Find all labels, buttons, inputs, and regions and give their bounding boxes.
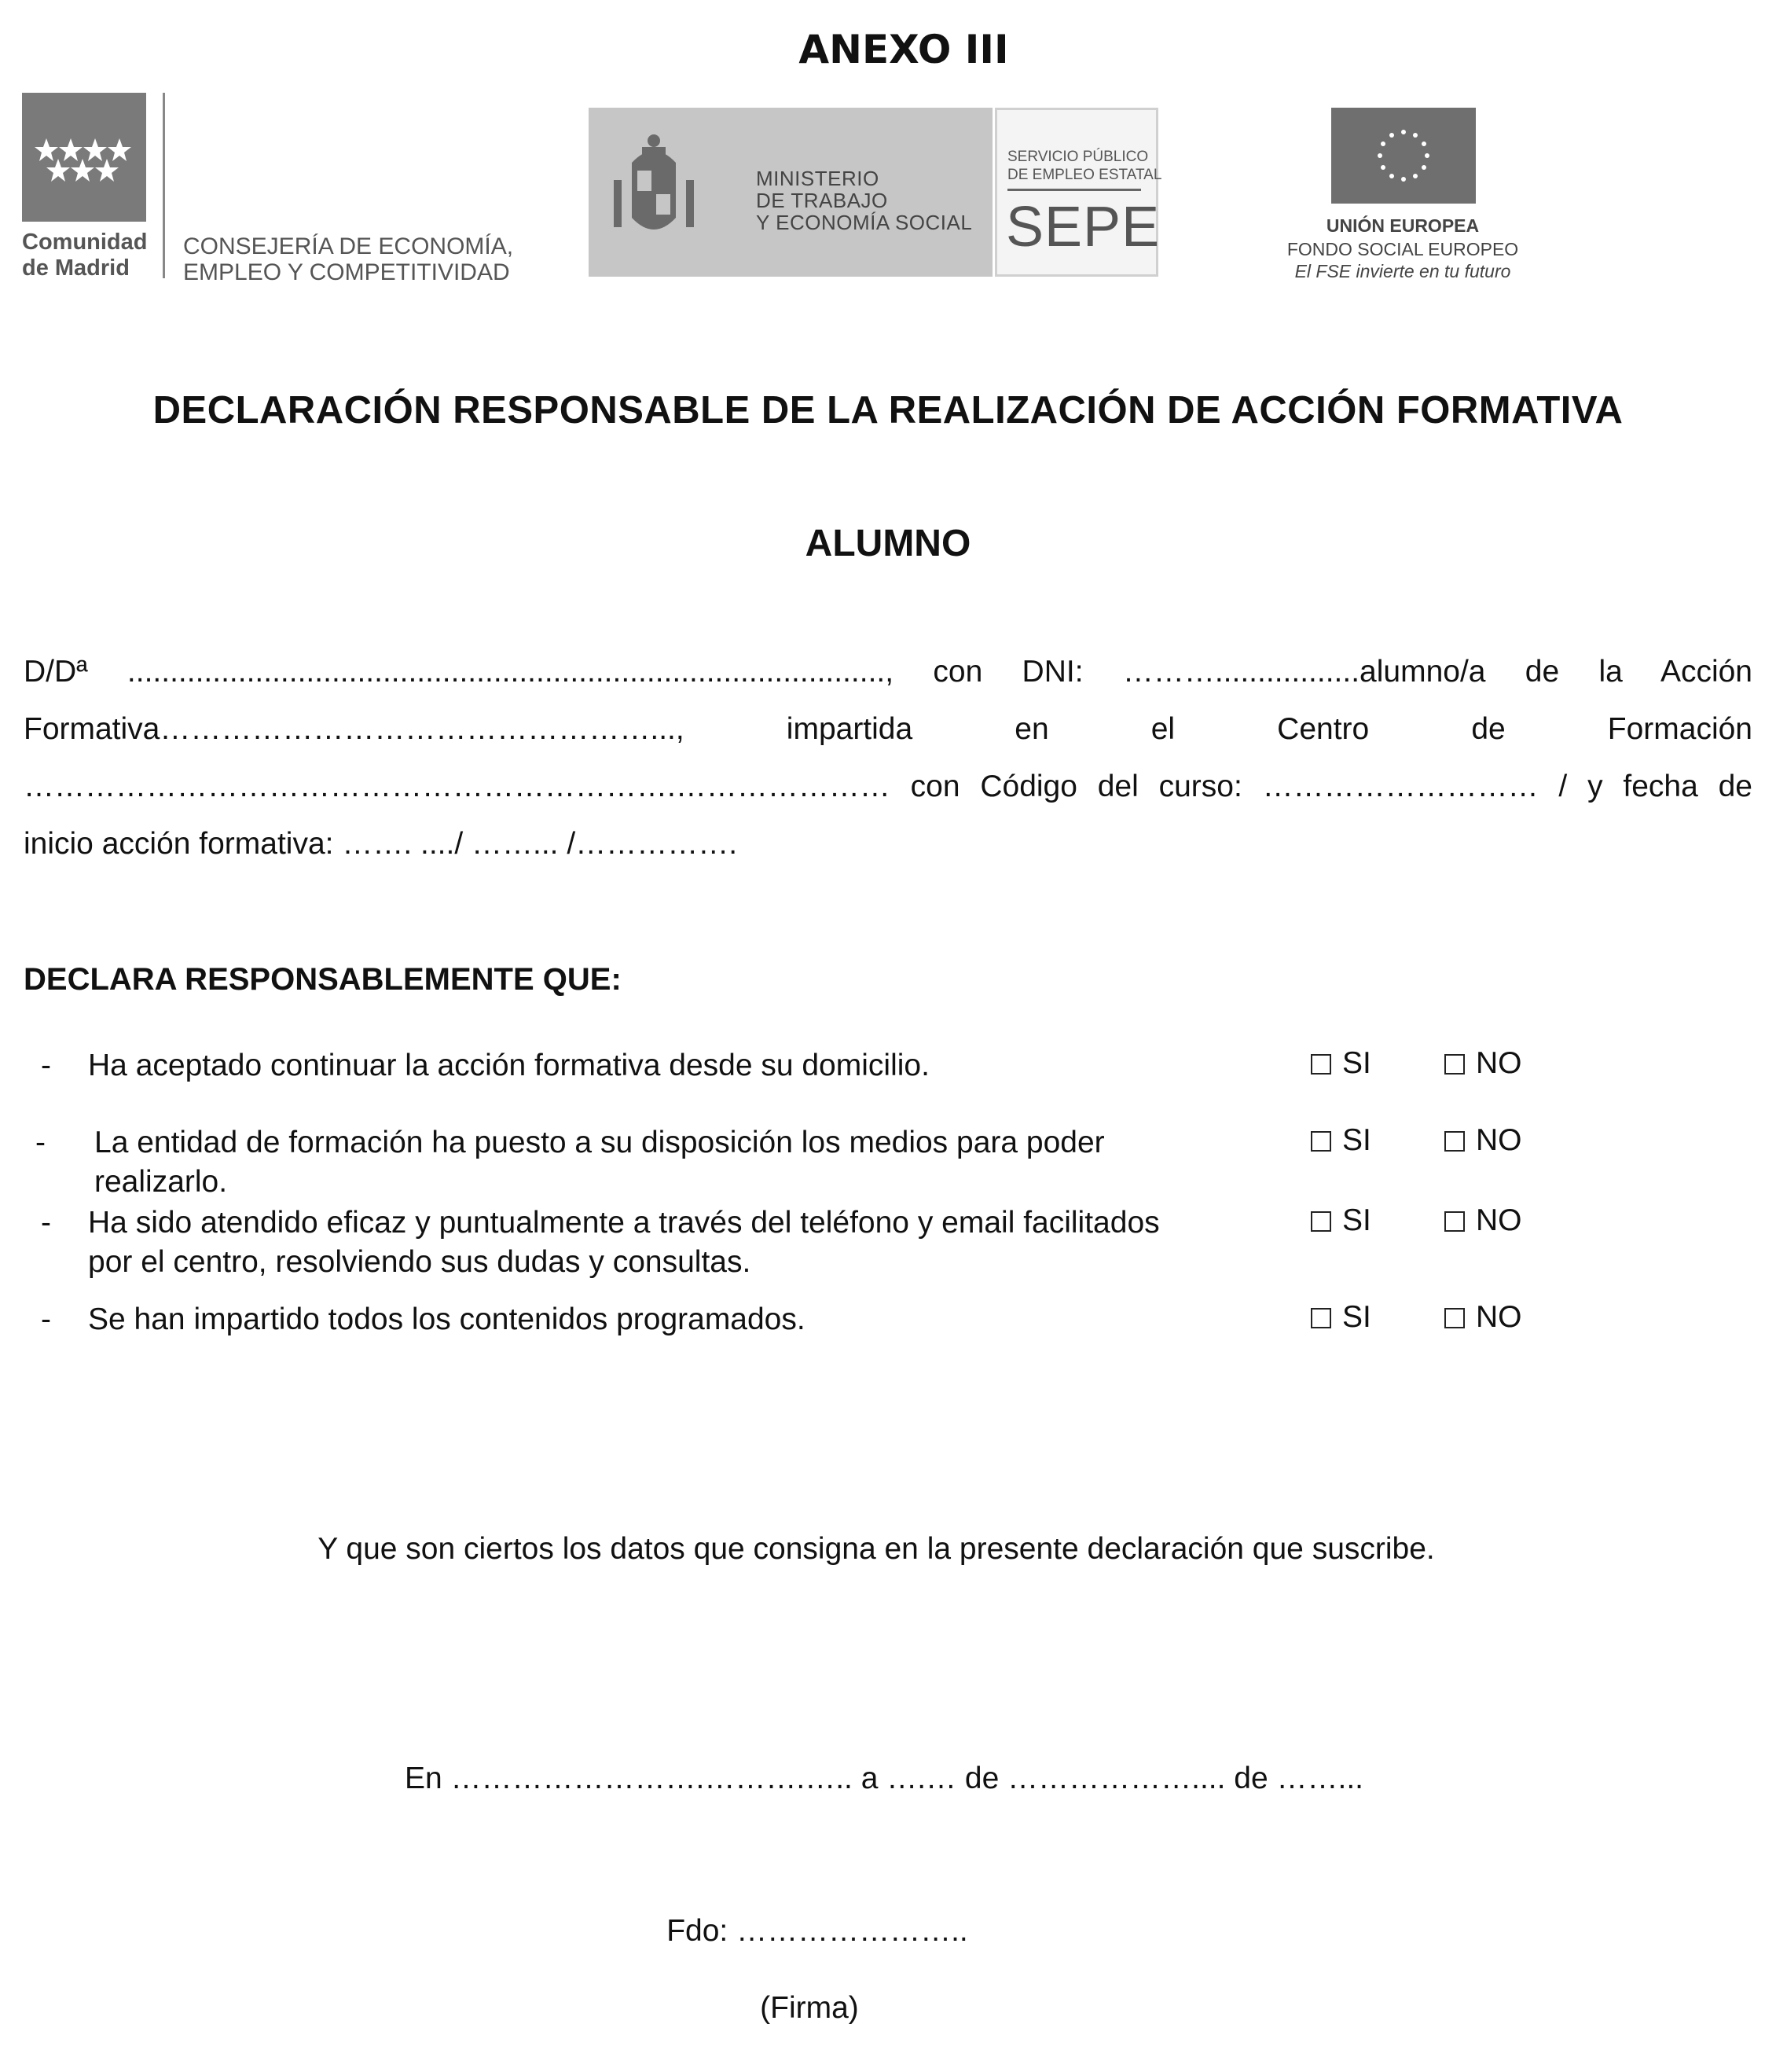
dept-line1: CONSEJERÍA DE ECONOMÍA, bbox=[183, 233, 514, 259]
item-3-yes-option[interactable] bbox=[1311, 1203, 1371, 1238]
intro-line-4[interactable]: inicio acción formativa: ……. ..../ ……... /……………. bbox=[24, 827, 738, 861]
signature-line[interactable]: Fdo: ………………….. bbox=[666, 1914, 968, 1948]
item-1-line-1: Ha aceptado continuar la acción formativa desde su domicilio. bbox=[88, 1049, 930, 1082]
intro-line-1[interactable]: D/Dª ........................................................................................., con DNI: ……….................alumno/a de la Acción bbox=[24, 655, 1752, 689]
intro-line-3[interactable]: ……………………………………………………….………………… con Código del curso: ……………………… / y fecha de bbox=[24, 770, 1752, 803]
declaration-item-1 bbox=[88, 1046, 1267, 1086]
checkbox-no[interactable] bbox=[1444, 1211, 1465, 1232]
checkbox-yes[interactable] bbox=[1311, 1308, 1331, 1328]
item-4-no-option[interactable] bbox=[1444, 1300, 1522, 1335]
option-no-label: NO bbox=[1476, 1123, 1522, 1157]
declaration-item-2 bbox=[94, 1123, 1273, 1202]
eu-stars-icon bbox=[1331, 108, 1476, 204]
item-3-line-2: por el centro, resolviendo sus dudas y consultas. bbox=[88, 1245, 751, 1279]
item-dash: - bbox=[41, 1049, 51, 1082]
sepe-small1: SERVICIO PÚBLICO bbox=[1007, 149, 1149, 165]
closing-statement: Y que son ciertos los datos que consigna en la presente declaración que suscribe. bbox=[317, 1532, 1435, 1566]
sepe-rule bbox=[1007, 189, 1141, 191]
comunidad-madrid-logo bbox=[22, 93, 146, 222]
signature-label: (Firma) bbox=[760, 1991, 859, 2025]
checkbox-yes[interactable] bbox=[1311, 1211, 1331, 1232]
sepe-caption bbox=[1007, 148, 1161, 184]
min-line2: DE TRABAJO bbox=[756, 189, 888, 212]
checkbox-yes[interactable] bbox=[1311, 1054, 1331, 1075]
eu-flag bbox=[1331, 108, 1476, 204]
checkbox-yes[interactable] bbox=[1311, 1131, 1331, 1152]
checkbox-no[interactable] bbox=[1444, 1308, 1465, 1328]
item-1-no-option[interactable] bbox=[1444, 1046, 1522, 1081]
fse-slogan: El FSE invierte en tu futuro bbox=[1294, 261, 1511, 281]
logo-divider bbox=[163, 93, 165, 278]
item-3-line-1: Ha sido atendido eficaz y puntualmente a través del teléfono y email facilitados bbox=[88, 1206, 1160, 1240]
sepe-name: SEPE bbox=[1006, 196, 1161, 259]
eu-name: UNIÓN EUROPEA bbox=[1326, 215, 1480, 236]
item-3-no-option[interactable] bbox=[1444, 1203, 1522, 1238]
ministerio-name bbox=[756, 167, 972, 233]
declaration-item-3 bbox=[88, 1203, 1298, 1282]
annex-title: ANEXO III bbox=[798, 27, 1009, 72]
item-2-line-2: realizarlo. bbox=[94, 1165, 228, 1199]
option-no-label: NO bbox=[1476, 1203, 1522, 1237]
document-title: DECLARACIÓN RESPONSABLE DE LA REALIZACIÓN DE ACCIÓN FORMATIVA bbox=[152, 389, 1624, 432]
intro-line-2[interactable]: Formativa…………………………………………..., impartida en el Centro de Formación bbox=[24, 712, 1752, 746]
min-line3: Y ECONOMÍA SOCIAL bbox=[756, 211, 973, 234]
item-dash: - bbox=[41, 1206, 51, 1240]
sepe-small2: DE EMPLEO ESTATAL bbox=[1007, 167, 1162, 183]
item-dash: - bbox=[35, 1126, 46, 1159]
stars-icon bbox=[22, 93, 146, 222]
declaration-item-4 bbox=[88, 1300, 1267, 1339]
consejeria-name bbox=[183, 233, 513, 285]
dept-line2: EMPLEO Y COMPETITIVIDAD bbox=[183, 259, 510, 285]
item-4-yes-option[interactable] bbox=[1311, 1300, 1371, 1335]
coat-of-arms-icon bbox=[589, 108, 714, 277]
fse-name: FONDO SOCIAL EUROPEO bbox=[1286, 239, 1519, 259]
item-4-line-1: Se han impartido todos los contenidos programados. bbox=[88, 1302, 805, 1336]
item-2-line-1: La entidad de formación ha puesto a su disposición los medios para poder bbox=[94, 1126, 1105, 1159]
checkbox-no[interactable] bbox=[1444, 1131, 1465, 1152]
place-date-line[interactable]: En …………………….……….….. a ….… de ……………….... de ……... bbox=[404, 1762, 1364, 1795]
option-yes-label: SI bbox=[1342, 1123, 1371, 1157]
option-yes-label: SI bbox=[1342, 1046, 1371, 1080]
cm-line2: de Madrid bbox=[22, 255, 130, 281]
intro-paragraph bbox=[24, 643, 1752, 873]
item-dash: - bbox=[41, 1302, 51, 1336]
option-no-label: NO bbox=[1476, 1300, 1522, 1334]
option-yes-label: SI bbox=[1342, 1300, 1371, 1334]
comunidad-madrid-name bbox=[22, 230, 148, 281]
checkbox-no[interactable] bbox=[1444, 1054, 1465, 1075]
document-subtitle: ALUMNO bbox=[805, 523, 971, 564]
cm-line1: Comunidad bbox=[22, 230, 148, 255]
declaration-heading: DECLARA RESPONSABLEMENTE QUE: bbox=[24, 962, 622, 997]
option-yes-label: SI bbox=[1342, 1203, 1371, 1237]
item-1-yes-option[interactable] bbox=[1311, 1046, 1371, 1081]
min-line1: MINISTERIO bbox=[756, 167, 879, 190]
item-2-yes-option[interactable] bbox=[1311, 1123, 1371, 1158]
option-no-label: NO bbox=[1476, 1046, 1522, 1080]
item-2-no-option[interactable] bbox=[1444, 1123, 1522, 1158]
